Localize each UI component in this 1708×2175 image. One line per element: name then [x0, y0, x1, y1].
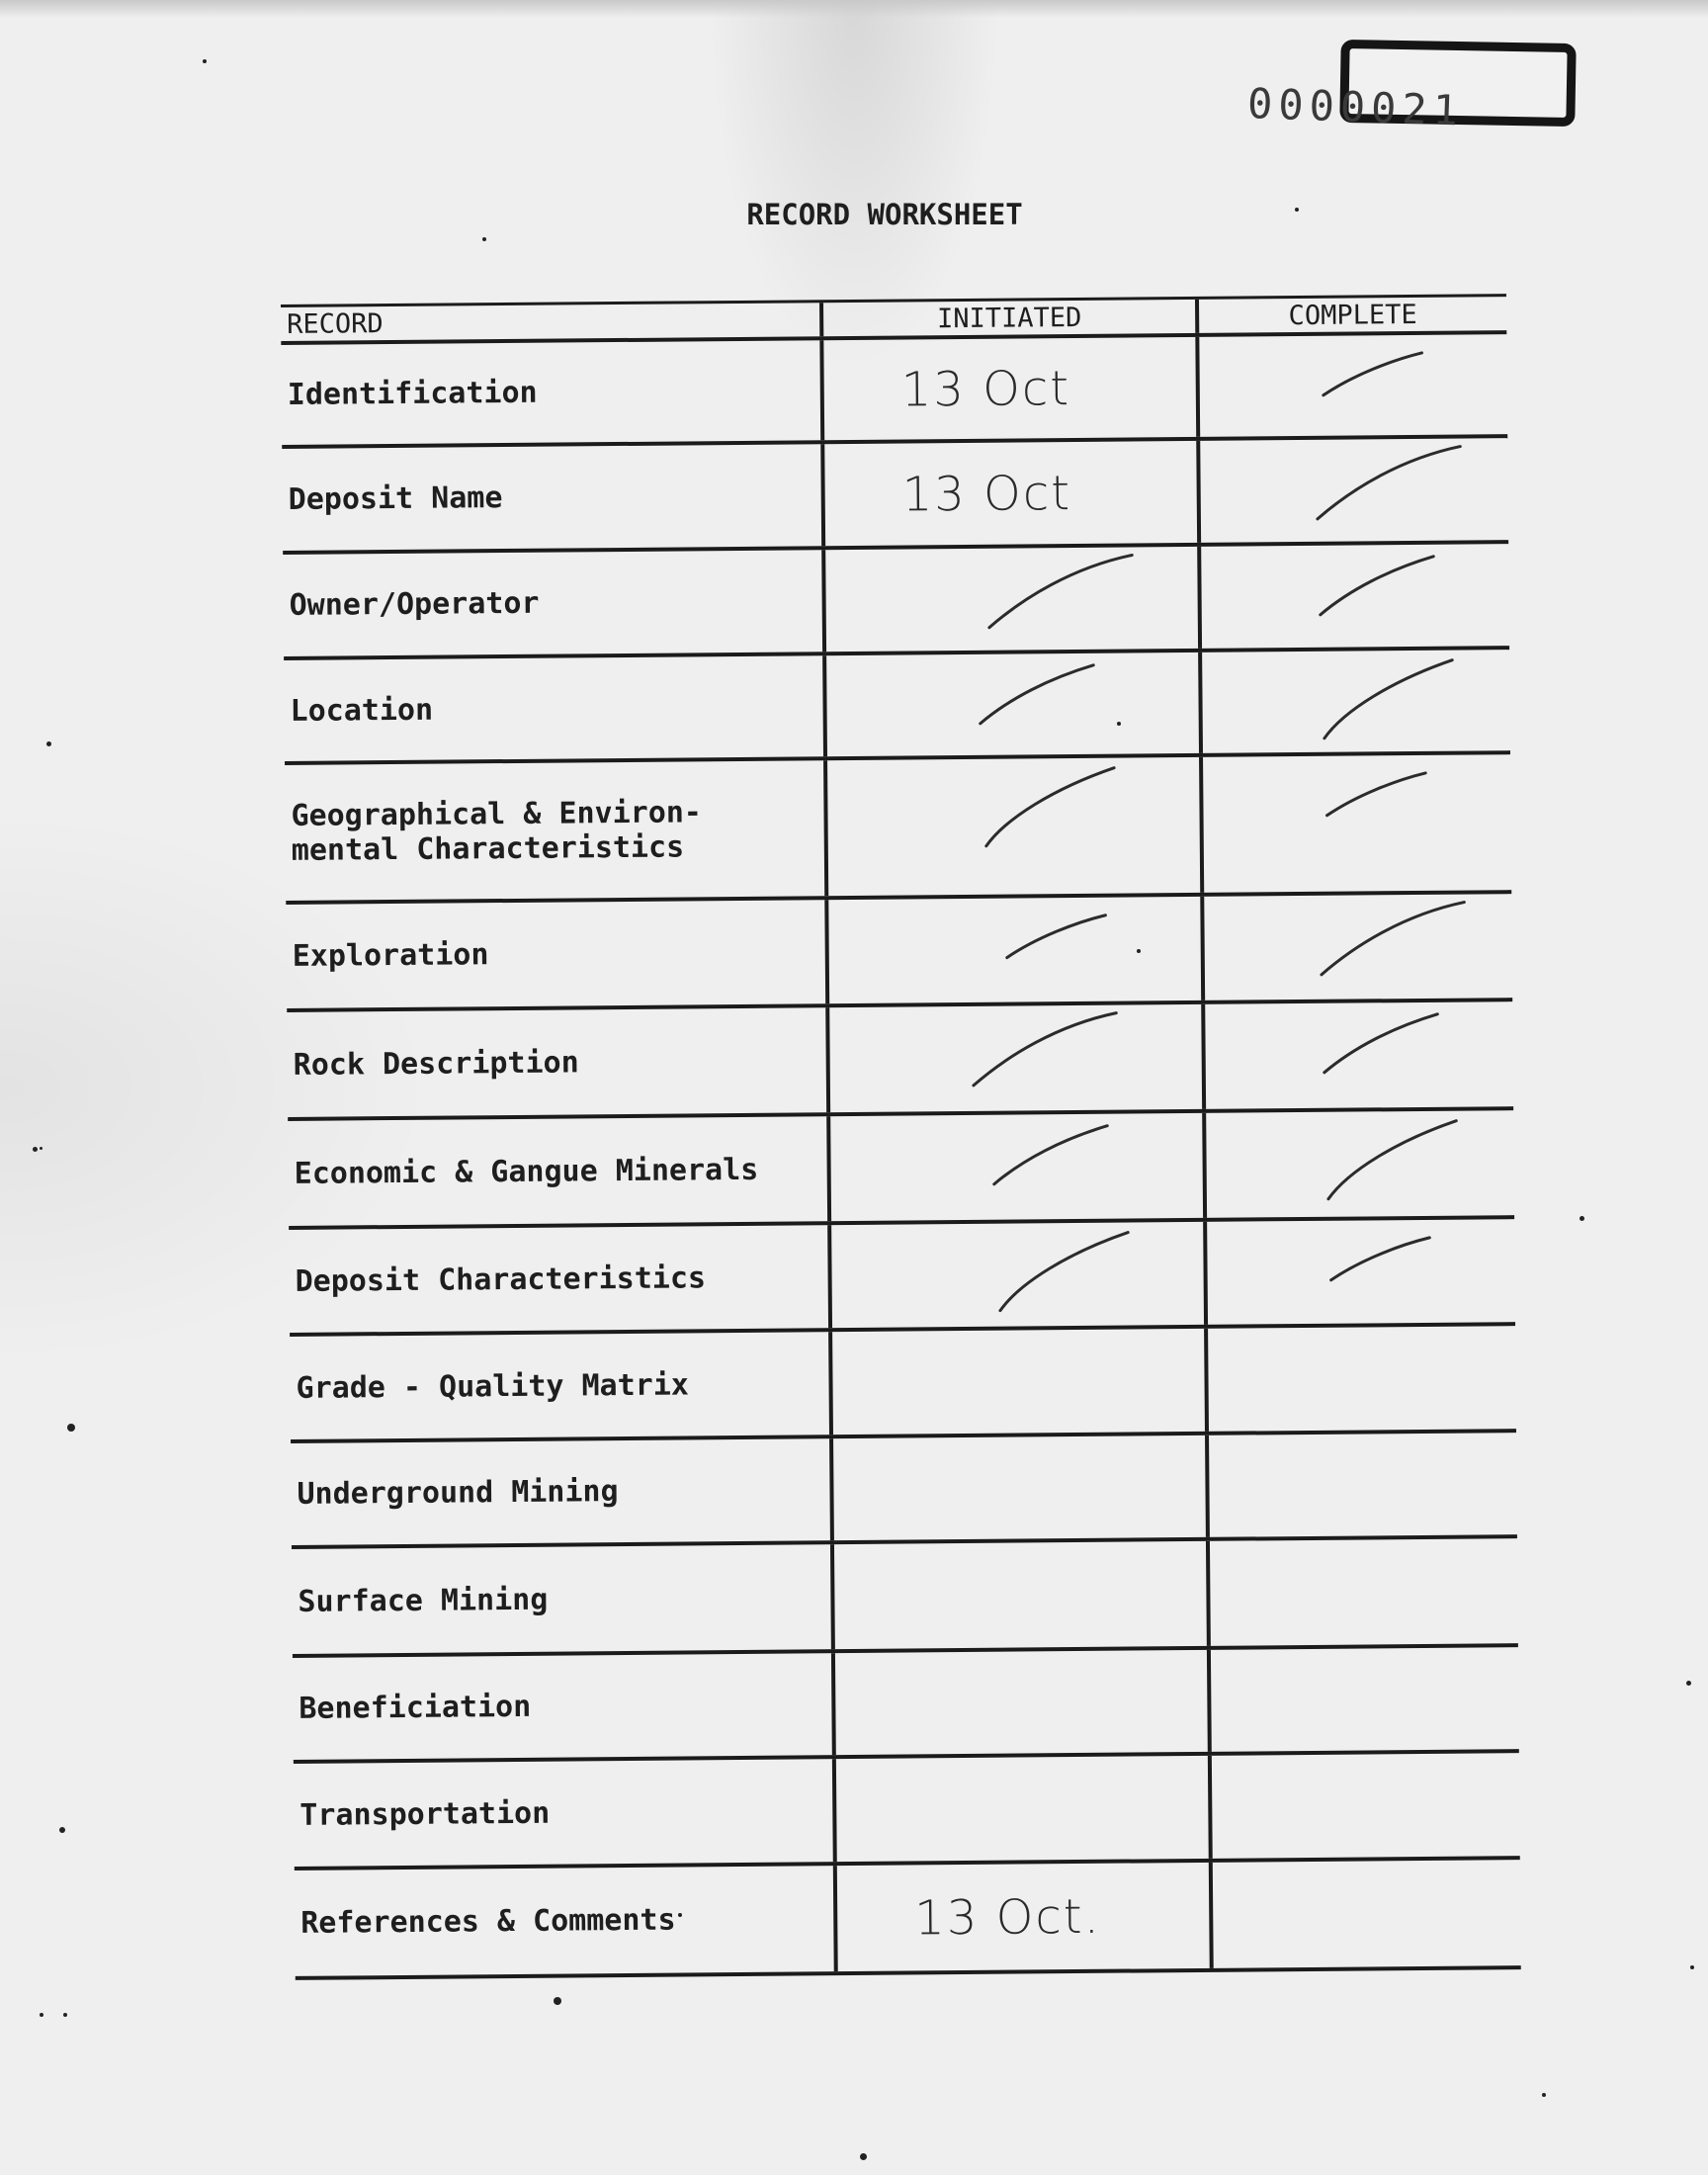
complete-cell[interactable]	[1203, 1219, 1515, 1325]
initiated-date: 13 Oct	[900, 360, 1071, 418]
complete-cell[interactable]	[1200, 894, 1512, 1000]
row-label: Surface Mining	[298, 1582, 549, 1619]
check-mark-icon	[826, 652, 1199, 756]
check-mark-icon	[827, 757, 1200, 896]
scan-speck	[1690, 1965, 1694, 1969]
check-mark-stroke	[1324, 660, 1453, 739]
row-label: Economic & Gangue Minerals	[294, 1152, 759, 1191]
scan-speck	[678, 1913, 682, 1917]
initiated-cell[interactable]	[832, 1756, 1209, 1862]
check-mark-stroke	[1317, 447, 1461, 519]
check-mark-stroke	[980, 665, 1094, 724]
row-label: Beneficiation	[299, 1689, 532, 1726]
check-mark-stroke	[973, 1013, 1117, 1086]
initiated-cell[interactable]	[819, 337, 1196, 440]
row-label: Deposit Characteristics	[295, 1260, 707, 1299]
row-label: Grade - Quality Matrix	[296, 1366, 690, 1406]
scan-speck	[554, 1997, 561, 2005]
check-mark-stroke	[988, 555, 1133, 627]
initiated-cell[interactable]	[828, 1329, 1205, 1435]
complete-cell[interactable]	[1206, 1538, 1518, 1646]
check-mark-stroke	[999, 1233, 1129, 1311]
scan-speck	[1295, 208, 1299, 212]
row-label: Rock Description	[293, 1044, 579, 1083]
check-mark-icon	[1207, 1219, 1515, 1325]
header-complete: COMPLETE	[1195, 297, 1506, 333]
complete-cell[interactable]	[1201, 1001, 1513, 1109]
check-mark-icon	[829, 1004, 1202, 1112]
check-mark-icon	[828, 897, 1201, 1003]
scan-speck	[1542, 2093, 1546, 2097]
complete-cell[interactable]	[1196, 438, 1508, 543]
row-label: Deposit Name	[288, 480, 503, 517]
check-mark-icon	[1205, 1001, 1513, 1109]
scan-speck	[33, 1147, 38, 1152]
check-mark-stroke	[1320, 557, 1434, 615]
scan-speck	[67, 1424, 75, 1432]
table-row	[281, 334, 1507, 449]
complete-cell[interactable]	[1207, 1647, 1519, 1752]
initiated-cell[interactable]	[825, 1004, 1202, 1112]
row-label: Underground Mining	[297, 1474, 619, 1512]
row-label: Transportation	[299, 1795, 551, 1833]
initiated-cell[interactable]	[822, 652, 1199, 756]
check-mark-stroke	[1006, 915, 1105, 958]
table-row	[292, 1538, 1518, 1658]
initiated-cell[interactable]	[826, 1113, 1203, 1221]
table-row	[295, 1860, 1521, 1980]
row-label: Owner/Operator	[289, 585, 540, 623]
initiated-cell[interactable]	[827, 1222, 1204, 1328]
initiated-cell[interactable]	[833, 1863, 1210, 1971]
table-row	[283, 544, 1509, 660]
complete-cell[interactable]	[1202, 1110, 1514, 1218]
row-label: Geographical & Environ- mental Characteristics	[291, 794, 703, 868]
complete-cell[interactable]	[1208, 1753, 1520, 1859]
scan-speck	[1580, 1216, 1584, 1221]
row-label: References & Comments	[300, 1902, 676, 1941]
complete-cell[interactable]	[1205, 1433, 1517, 1537]
check-mark-icon	[1204, 894, 1512, 1000]
table-row	[287, 1001, 1513, 1121]
row-label: Identification	[287, 375, 538, 412]
check-mark-stroke	[1327, 1121, 1457, 1199]
bleed-through-number	[372, 75, 401, 121]
scan-speck	[1137, 949, 1141, 953]
initiated-cell[interactable]	[823, 757, 1200, 896]
check-mark-icon	[825, 547, 1198, 652]
complete-cell[interactable]	[1197, 544, 1509, 649]
header-initiated: INITIATED	[819, 300, 1195, 336]
check-mark-stroke	[1323, 353, 1421, 395]
header-record: RECORD	[287, 307, 384, 340]
check-mark-stroke	[1321, 903, 1465, 975]
scan-speck	[40, 1147, 43, 1150]
check-mark-icon	[1203, 754, 1511, 893]
check-mark-stroke	[985, 768, 1115, 846]
complete-cell[interactable]	[1209, 1860, 1521, 1968]
initiated-cell[interactable]	[831, 1650, 1208, 1755]
check-mark-icon	[1199, 334, 1507, 437]
scan-speck	[1117, 722, 1121, 726]
initiated-cell[interactable]	[829, 1436, 1206, 1540]
record-worksheet-table	[281, 294, 1521, 1980]
table-row	[291, 1433, 1517, 1549]
initiated-cell[interactable]	[824, 897, 1201, 1003]
table-row	[289, 1219, 1515, 1337]
complete-cell[interactable]	[1199, 754, 1511, 893]
check-mark-icon	[1206, 1110, 1514, 1218]
check-mark-icon	[830, 1113, 1203, 1221]
table-row	[284, 650, 1510, 765]
check-mark-stroke	[993, 1126, 1108, 1184]
complete-cell[interactable]	[1195, 334, 1507, 437]
check-mark-stroke	[1326, 773, 1425, 816]
row-label: Location	[290, 692, 434, 729]
scan-speck	[482, 237, 486, 241]
scan-speck	[59, 1827, 65, 1833]
table-row	[282, 438, 1508, 555]
scan-speck	[203, 59, 207, 63]
initiated-date: 13 Oct.	[914, 1888, 1102, 1946]
scan-edge-shadow	[0, 0, 1708, 18]
document-number: 0000021	[1246, 79, 1465, 135]
initiated-cell[interactable]	[821, 547, 1198, 652]
scan-speck	[40, 2013, 43, 2017]
check-mark-icon	[1202, 650, 1510, 753]
table-row	[286, 894, 1512, 1012]
check-mark-icon	[1201, 544, 1509, 649]
check-mark-icon	[831, 1222, 1204, 1328]
check-mark-icon	[1200, 438, 1508, 543]
table-row	[288, 1110, 1514, 1230]
page-title: RECORD WORKSHEET	[746, 198, 1023, 231]
row-label: Exploration	[292, 937, 489, 974]
scan-speck	[63, 2013, 67, 2017]
check-mark-stroke	[1330, 1238, 1429, 1280]
table-row	[290, 1326, 1516, 1443]
check-mark-stroke	[1324, 1014, 1438, 1073]
complete-cell[interactable]	[1204, 1326, 1516, 1432]
initiated-date: 13 Oct	[901, 465, 1072, 523]
table-row	[294, 1753, 1520, 1870]
initiated-cell[interactable]	[820, 441, 1197, 546]
complete-cell[interactable]	[1198, 650, 1510, 753]
scan-speck	[1686, 1681, 1691, 1686]
scan-speck	[46, 741, 51, 746]
initiated-cell[interactable]	[830, 1541, 1207, 1649]
table-row	[293, 1647, 1519, 1764]
table-row	[285, 754, 1511, 905]
scan-speck	[860, 2153, 867, 2160]
